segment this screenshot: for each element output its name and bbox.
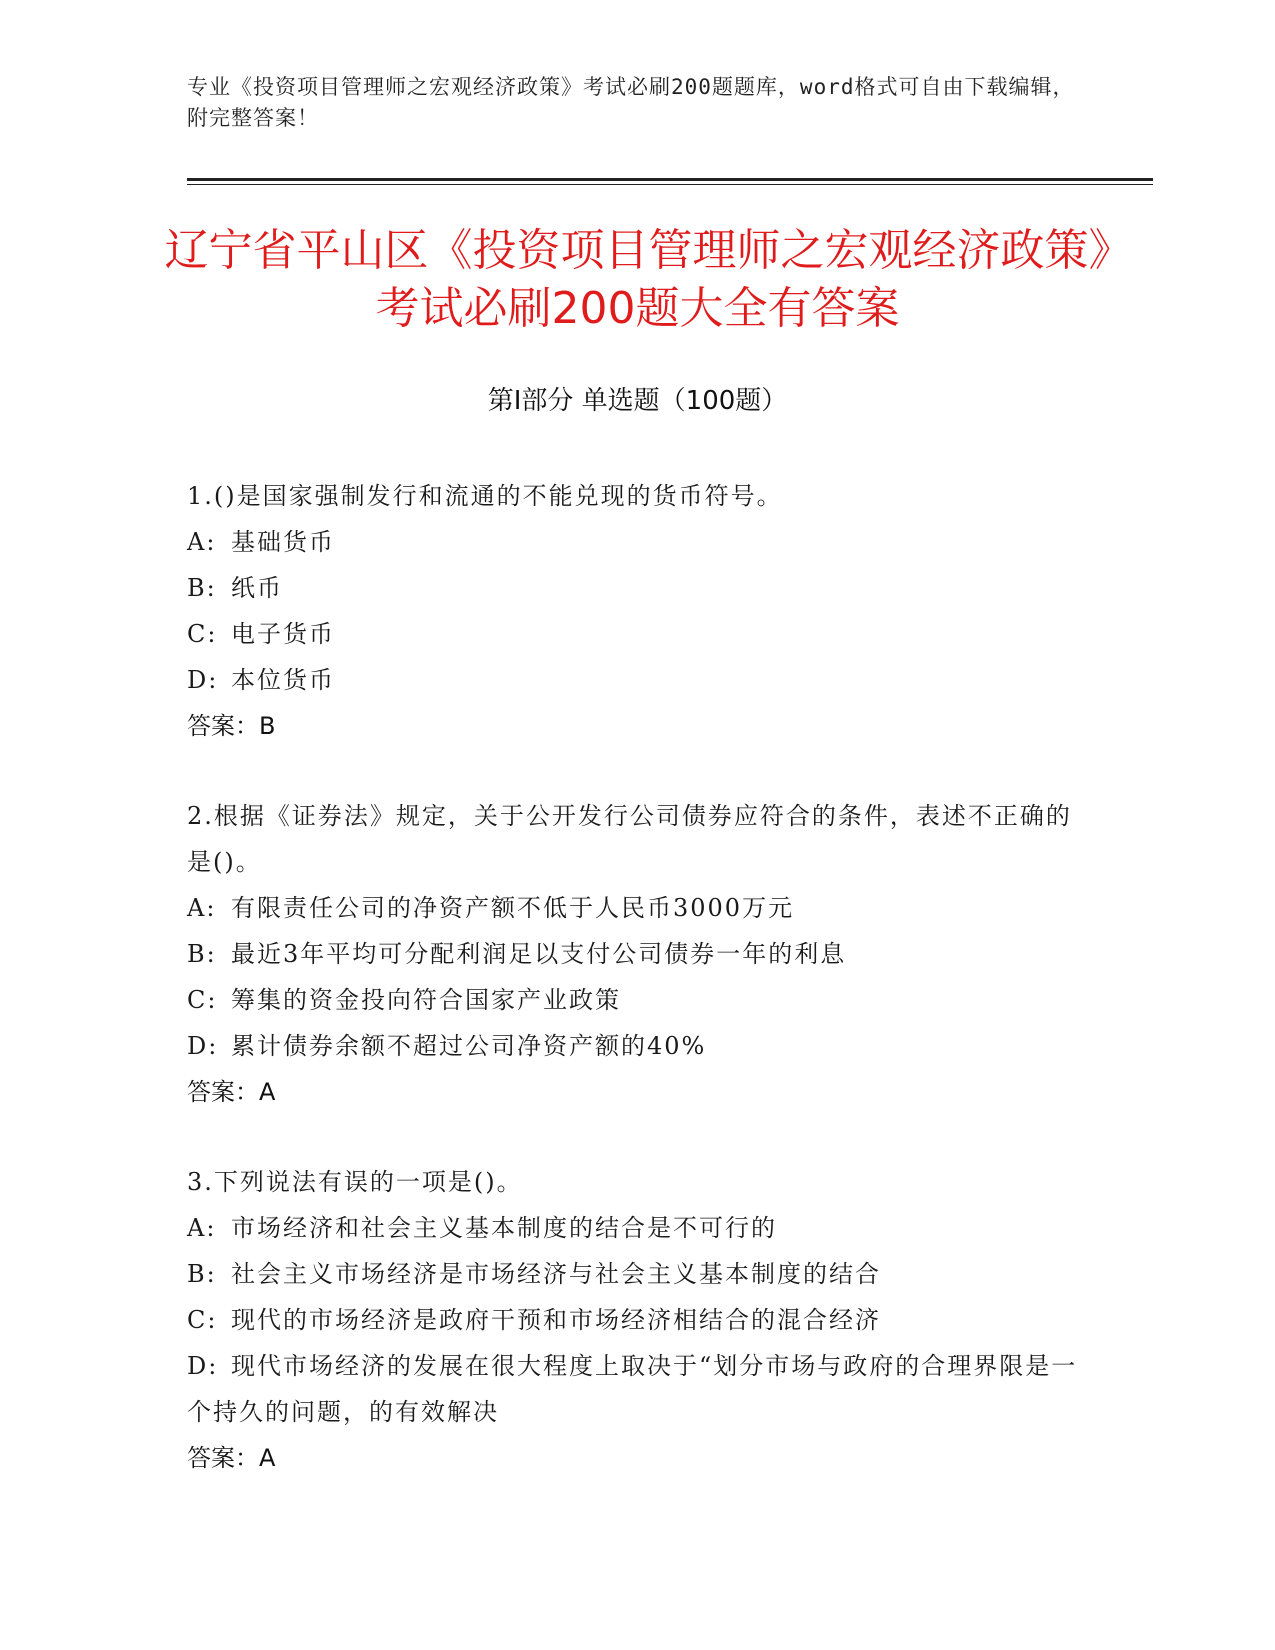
question-1 bbox=[187, 473, 1087, 749]
header-note: 专业《投资项目管理师之宏观经济政策》考试必刷200题题库，word格式可自由下载编辑，附完整答案！ bbox=[187, 75, 1075, 130]
option-text: 电子货币 bbox=[231, 620, 335, 648]
option-letter: C: bbox=[187, 620, 218, 648]
question-stem: 1.()是国家强制发行和流通的不能兑现的货币符号。 bbox=[187, 482, 783, 510]
option-text: 本位货币 bbox=[231, 666, 335, 694]
option-b bbox=[187, 931, 1087, 977]
question-3 bbox=[187, 1159, 1087, 1481]
option-letter: A: bbox=[187, 528, 217, 556]
question-list bbox=[187, 473, 1087, 1525]
header-divider-thin bbox=[187, 184, 1153, 185]
option-text: 现代的市场经济是政府干预和市场经济相结合的混合经济 bbox=[231, 1306, 881, 1334]
answer-line: 答案：A bbox=[187, 1444, 276, 1472]
section-heading: 第Ⅰ部分 单选题（100题） bbox=[487, 386, 788, 416]
option-d bbox=[187, 1343, 1087, 1435]
option-letter: B: bbox=[187, 574, 217, 602]
option-a bbox=[187, 1205, 1087, 1251]
option-text: 有限责任公司的净资产额不低于人民币3000万元 bbox=[231, 894, 795, 922]
option-d bbox=[187, 657, 1087, 703]
option-c bbox=[187, 1297, 1087, 1343]
option-d bbox=[187, 1023, 1087, 1069]
option-letter: B: bbox=[187, 940, 217, 968]
option-text: 现代市场经济的发展在很大程度上取决于“划分市场与政府的合理界限是一个持久的问题，的有效解决 bbox=[187, 1352, 1078, 1426]
answer-line: 答案：A bbox=[187, 1078, 276, 1106]
question-stem: 3.下列说法有误的一项是()。 bbox=[187, 1168, 523, 1196]
option-letter: B: bbox=[187, 1260, 217, 1288]
option-text: 市场经济和社会主义基本制度的结合是不可行的 bbox=[231, 1214, 777, 1242]
option-text: 累计债券余额不超过公司净资产额的40% bbox=[231, 1032, 707, 1060]
option-letter: A: bbox=[187, 1214, 217, 1242]
option-text: 最近3年平均可分配利润足以支付公司债券一年的利息 bbox=[231, 940, 847, 968]
document-title: 辽宁省平山区《投资项目管理师之宏观经济政策》考试必刷200题大全有答案 bbox=[164, 225, 1111, 334]
option-a bbox=[187, 519, 1087, 565]
question-stem: 2.根据《证券法》规定，关于公开发行公司债券应符合的条件，表述不正确的是()。 bbox=[187, 802, 1072, 876]
option-a bbox=[187, 885, 1087, 931]
option-letter: D: bbox=[187, 666, 219, 694]
option-b bbox=[187, 1251, 1087, 1297]
option-text: 基础货币 bbox=[231, 528, 335, 556]
option-text: 社会主义市场经济是市场经济与社会主义基本制度的结合 bbox=[231, 1260, 881, 1288]
option-letter: D: bbox=[187, 1032, 219, 1060]
option-text: 纸币 bbox=[231, 574, 283, 602]
option-b bbox=[187, 565, 1087, 611]
answer-line: 答案：B bbox=[187, 712, 276, 740]
question-2 bbox=[187, 793, 1087, 1115]
option-c bbox=[187, 611, 1087, 657]
option-letter: D: bbox=[187, 1352, 219, 1380]
option-c bbox=[187, 977, 1087, 1023]
option-letter: C: bbox=[187, 1306, 218, 1334]
option-letter: A: bbox=[187, 894, 217, 922]
option-letter: C: bbox=[187, 986, 218, 1014]
header-divider-thick bbox=[187, 178, 1153, 181]
option-text: 筹集的资金投向符合国家产业政策 bbox=[231, 986, 621, 1014]
